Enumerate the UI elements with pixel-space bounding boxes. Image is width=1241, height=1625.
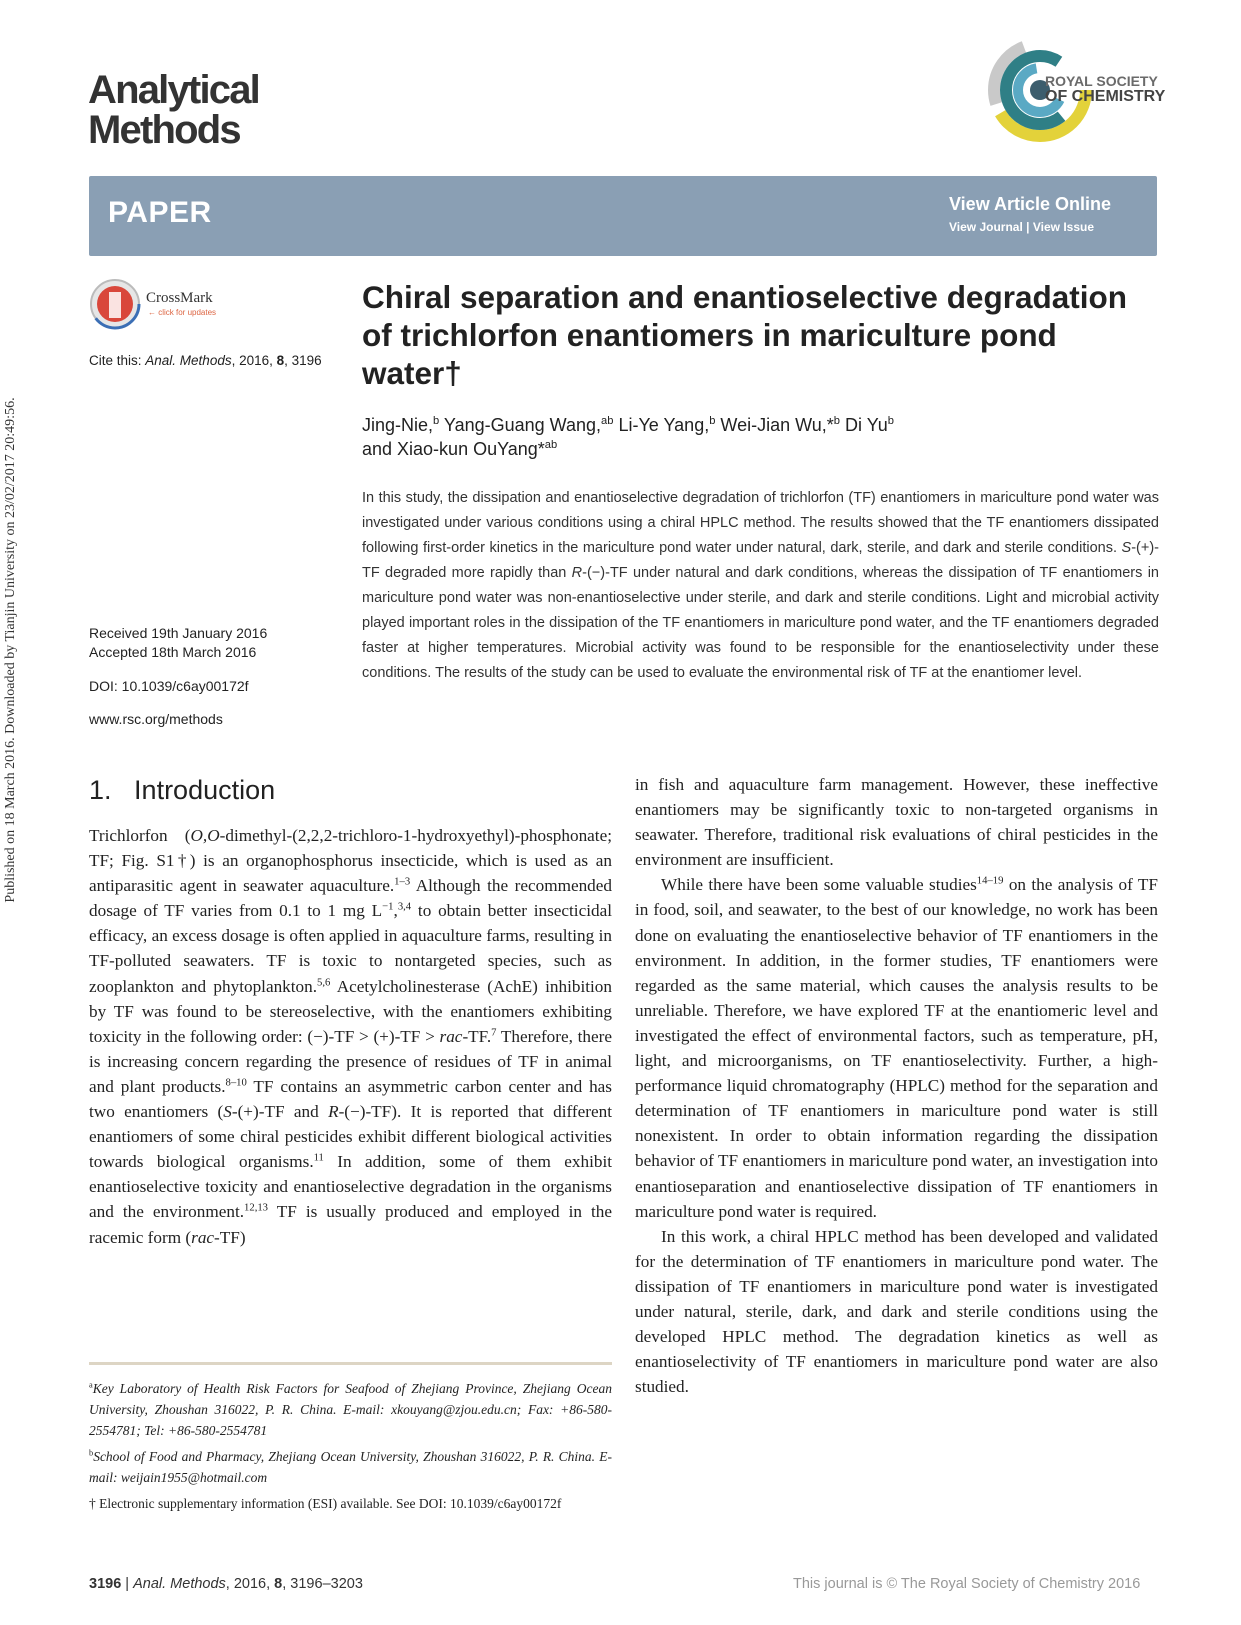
body-text: -dimethyl-(2,2,2-trichloro-1-hydroxyethyl)-phosphonate; TF; Fig. S1†) is an organophosphorus insecticide, which is used as an antiparasitic agent in seawater aquaculture.: [89, 826, 612, 896]
body-italic: rac: [191, 1227, 215, 1247]
cite-page: , 3196: [284, 353, 322, 368]
exponent: −1: [382, 901, 394, 913]
body-italic: rac: [439, 1026, 463, 1046]
author-list: [362, 413, 1162, 461]
article-title: Chiral separation and enantioselective degradation of trichlorfon enantiomers in mariculture pond water†: [362, 279, 1127, 391]
footnote-esi[interactable]: † Electronic supplementary information (ESI) available. See DOI: 10.1039/c6ay00172f: [89, 1496, 562, 1511]
view-issue-link[interactable]: View Issue: [1032, 220, 1095, 234]
author-6: and Xiao-kun OuYang*: [362, 439, 545, 459]
paragraph: in fish and aquaculture farm management. However, these ineffective enantiomers may be significantly toxic to non-targeted organisms in seawater. Therefore, traditional risk evaluations of chiral pesticides in the environment are insufficient.: [635, 775, 1158, 870]
intro-right-column: [635, 772, 1158, 1399]
download-notice: Published on 18 March 2016. Downloaded by Tianjin University on 23/02/2017 20:49:56.: [3, 397, 18, 903]
body-text: -TF): [214, 1227, 246, 1247]
view-links: [949, 220, 1094, 234]
publisher-line2: OF CHEMISTRY: [1045, 88, 1166, 105]
footnote-divider: [89, 1362, 612, 1365]
article-type-label: PAPER: [108, 196, 212, 229]
view-journal-link[interactable]: View Journal: [949, 220, 1023, 234]
cite-volume: 8: [276, 353, 285, 368]
crossmark-icon[interactable]: [89, 278, 141, 330]
reference-link[interactable]: 12,13: [244, 1202, 269, 1214]
body-text: on the analysis of TF in food, soil, and seawater, to the best of our knowledge, no work has been done on evaluating the enantioselective behavior of TF enantiomers in the environment. In addition, in the former studies, TF enantiomers were regarded as the same material, which causes the analysis results to be unreliable. Therefore, we have explored TF at the enantiomeric level and investigated the effect of environmental factors, such as temperature, pH, light, and microorganisms, on TF enantioselectivity. Further, a high-performance liquid chromatography (HPLC) method for the separation and determination of TF enantiomers in mariculture pond water is still nonexistent. In order to obtain information regarding the dissipation behavior of TF enantiomers in mariculture pond water, an investigation into enantioseparation and enantioselective dissipation of TF enantiomers in mariculture pond water is required.: [635, 875, 1158, 1221]
body-text: TF contains an asymmetric carbon center and has two enantiomers (: [89, 1076, 612, 1122]
body-text: ,: [393, 901, 398, 921]
paragraph: [635, 872, 1158, 1223]
abstract-part: In this study, the dissipation and enantioselective degradation of trichlorfon (TF) enantiomers in mariculture pond water was investigated under various conditions using a chiral HPLC method. The results showed that the TF enantiomers dissipated following first-order kinetics in the mariculture pond water under natural, dark, sterile, and dark and sterile conditions.: [362, 490, 1159, 556]
affil-mark: b: [833, 415, 841, 427]
journal-name-line2: Methods: [88, 108, 240, 152]
body-italic: R: [328, 1102, 339, 1122]
reference-link[interactable]: 5,6: [317, 976, 331, 988]
abstract-s: S: [1121, 540, 1132, 556]
view-article-online-link[interactable]: View Article Online: [949, 194, 1112, 214]
affil-mark: b: [887, 415, 894, 427]
abstract: [362, 486, 1159, 686]
abstract-part: -(−)-TF under natural and dark conditions, whereas the dissipation of TF enantiomers in mariculture pond water was non-enantioselective under sterile, and dark and sterile conditions. Light and microbial activity played important roles in the dissipation of the TF enantiomers in mariculture pond water, and the TF enantiomers degraded faster at higher temperatures. Microbial activity was found to be responsible for the enantioselectivity under these conditions. The results of the study can be used to evaluate the environmental risk of TF at the enantiomer level.: [362, 565, 1159, 681]
journal-url-link[interactable]: www.rsc.org/methods: [89, 711, 223, 727]
footnote-text: School of Food and Pharmacy, Zhejiang Ocean University, Zhoushan 316022, P. R. China. E-mail: weijain1955@hotmail.com: [89, 1449, 612, 1485]
footer-volume: 8: [274, 1576, 283, 1592]
reference-link[interactable]: 3,4: [397, 901, 412, 913]
intro-left-column: [89, 823, 612, 1250]
reference-link[interactable]: 14–19: [976, 875, 1004, 887]
body-text: Therefore, there is increasing concern regarding the presence of residues of TF in animal and plant products.: [89, 1026, 612, 1096]
author-1: Jing-Nie,: [362, 415, 434, 435]
journal-logo[interactable]: [88, 70, 259, 150]
author-4: Wei-Jian Wu,*: [715, 415, 834, 435]
affil-mark: b: [89, 1448, 94, 1458]
citation: [89, 353, 322, 368]
body-text: Although the recommended dosage of TF varies from 0.1 to 1 mg L: [89, 876, 612, 921]
affil-mark: a: [89, 1380, 93, 1390]
footnote-affiliation-a: [89, 1378, 612, 1441]
footer-sep: |: [121, 1576, 134, 1592]
crossmark-sub-text: click for updates: [158, 308, 217, 317]
section-heading: [89, 775, 275, 806]
cite-prefix: Cite this:: [89, 353, 146, 368]
section-title: Introduction: [134, 775, 276, 805]
footnotes: [89, 1378, 612, 1519]
body-text: to obtain better insecticidal efficacy, an excess dosage is often applied in aquaculture farms, resulting in TF-polluted seawaters. TF is toxic to nontargeted species, such as zooplankton and phytoplankton.: [89, 901, 612, 996]
abstract-r: R: [571, 565, 583, 581]
affil-mark: b: [709, 415, 716, 427]
body-italic: S: [223, 1102, 232, 1122]
body-text: -(+)-TF and: [231, 1102, 329, 1122]
footer-journal: Anal. Methods: [133, 1576, 226, 1592]
publisher-line1: ROYAL SOCIETY: [1045, 73, 1158, 89]
page-footer-citation: [89, 1576, 363, 1592]
link-separator: |: [1026, 220, 1030, 234]
footnote-affiliation-b: [89, 1446, 612, 1488]
author-5: Di Yu: [840, 415, 888, 435]
body-text: Acetylcholinesterase (AchE) inhibition by TF was found to be stereoselective, with the enantiomers exhibiting toxicity in the following order: (−)-TF > (+)-TF >: [89, 976, 612, 1046]
footer-year: , 2016,: [225, 1576, 275, 1592]
reference-link[interactable]: 1–3: [394, 876, 411, 888]
doi[interactable]: DOI: 10.1039/c6ay00172f: [89, 678, 249, 694]
journal-name-line1: Analytical: [88, 68, 259, 112]
reference-link[interactable]: 7: [491, 1027, 497, 1039]
reference-link[interactable]: 8–10: [225, 1077, 247, 1089]
paragraph: In this work, a chiral HPLC method has been developed and validated for the determination of TF enantiomers in mariculture pond water. The dissipation of TF enantiomers in mariculture pond water is investigated under natural, sterile, dark, and dark and sterile conditions using the developed HPLC method. The degradation kinetics as well as enantioselectivity of TF enantiomers in mariculture pond water are also studied.: [635, 1226, 1158, 1397]
affil-mark: b: [433, 415, 440, 427]
received-date: Received 19th January 2016: [89, 625, 268, 641]
body-text: -(−)-TF). It is reported that different enantiomers of some chiral pesticides exhibit different biological activities towards biological organisms.: [89, 1102, 612, 1172]
author-3: Li-Ye Yang,: [613, 415, 710, 435]
affil-mark: ab: [544, 439, 558, 451]
body-text: In addition, some of them exhibit enantioselective toxicity and enantioselective degradation in the organisms and the environment.: [89, 1152, 612, 1222]
body-text: While there have been some valuable studies: [661, 875, 977, 895]
publisher-name: [1045, 74, 1165, 104]
reference-link[interactable]: 11: [313, 1152, 324, 1164]
abstract-part: -(+)-TF degraded more rapidly than: [362, 540, 1159, 581]
cite-journal: Anal. Methods: [145, 353, 232, 368]
article-type-banner: [89, 176, 1157, 256]
affil-mark: ab: [601, 415, 614, 427]
body-text: -TF.: [462, 1026, 492, 1046]
body-italic: O,O: [190, 826, 220, 845]
author-2: Yang-Guang Wang,: [439, 415, 602, 435]
copyright-notice: This journal is © The Royal Society of Chemistry 2016: [793, 1576, 1141, 1592]
footer-pages: , 3196–3203: [282, 1576, 363, 1592]
footnote-text: Key Laboratory of Health Risk Factors for Seafood of Zhejiang Province, Zhejiang Ocean University, Zhoushan 316022, P. R. China. E-mail: xkouyang@zjou.edu.cn; Fax: +86-580-2554781; Tel: +86-580-2554781: [89, 1381, 612, 1438]
accepted-date: Accepted 18th March 2016: [89, 644, 257, 660]
body-text: TF is usually produced and employed in the racemic form (: [89, 1202, 612, 1247]
crossmark-label[interactable]: CrossMark: [146, 290, 213, 306]
section-number: 1.: [89, 775, 112, 805]
page-number: 3196: [89, 1576, 122, 1592]
body-text: Trichlorfon (: [89, 826, 191, 845]
crossmark-sublabel[interactable]: ← click for updates: [148, 308, 217, 317]
cite-year: , 2016,: [231, 353, 277, 368]
